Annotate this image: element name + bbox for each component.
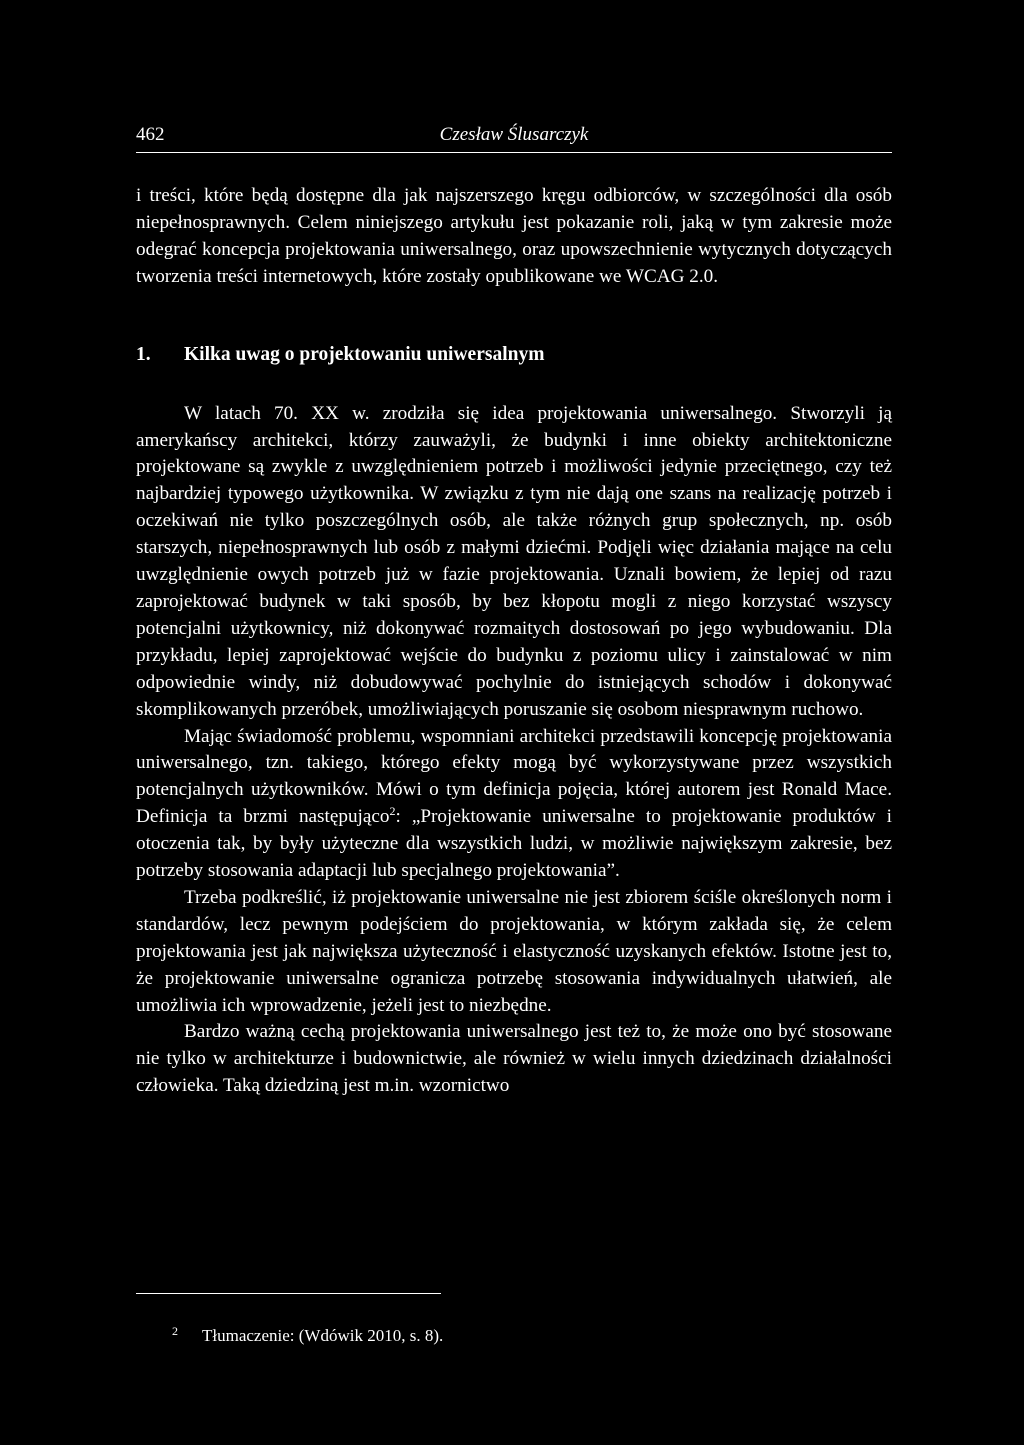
section-title: Kilka uwag o projektowaniu uniwersalnym [184,343,545,365]
document-page [136,0,892,1445]
running-header [136,124,892,153]
paragraph-definition [136,724,892,885]
footnote-reference[interactable]: 2 [389,804,396,819]
page-number: 462 [136,124,165,145]
paragraph-approach: Trzeba podkreślić, iż projektowanie uniwersalne nie jest zbiorem ściśle określonych norm i standardów, lecz pewnym podejściem do projektowania, w którym zakłada się, że celem projektowania jest jak największa użyteczność i elastyczność uzyskanych efektów. Istotne jest to, że projektowanie uniwersalne ogranicza potrzebę stosowania indywidualnych ułatwień, ale umożliwia ich wprowadzenie, jeżeli jest to niezbędne. [136,886,892,1016]
footnote-divider [136,1293,441,1294]
paragraph-applications: Bardzo ważną cechą projektowania uniwersalnego jest też to, że może ono być stosowane nie tylko w architekturze i budownictwie, ale również w wielu innych dziedzinach działalności człowieka. Taką dziedziną jest m.in. wzornictwo [136,1021,892,1097]
section-number: 1. [136,343,151,365]
body-text [136,183,892,1100]
header-author: Czesław Ślusarczyk [439,124,589,145]
footnote [172,1320,443,1347]
footnote-mark: 2 [172,1324,178,1338]
definition-text-start: Mając świadomość problemu, wspomniani architekci przedstawili koncepcję projektowania uniwersalnego, tzn. takiego, którego efekty mogą być wykorzystywane przez wszystkich potencjalnych użytkowników. Mówi o tym definicja pojęcia, której autorem jest Ronald Mace. Definicja ta brzmi następująco [136,725,892,828]
section-heading [136,342,892,368]
intro-paragraph: i treści, które będą dostępne dla jak najszerszego kręgu odbiorców, w szczególności dla osób niepełnosprawnych. Celem niniejszego artykułu jest pokazanie roli, jaką w tym zakresie może odegrać koncepcja projektowania uniwersalnego, oraz upowszechnienie wytycznych dotyczących tworzenia treści internetowych, które zostały opublikowane we WCAG 2.0. [136,185,892,287]
paragraph-history: W latach 70. XX w. zrodziła się idea projektowania uniwersalnego. Stworzyli ją amerykańscy architekci, którzy zauważyli, że budynki i inne obiekty architektoniczne projektowane są zwykle z uwzględnieniem potrzeb i możliwości jedynie przeciętnego, czy też najbardziej typowego użytkownika. W związku z tym nie dają one szans na realizację potrzeb i oczekiwań nie tylko poszczególnych osób, ale także różnych grup społecznych, np. osób starszych, niepełnosprawnych lub osób z małymi dziećmi. Podjęli więc działania mające na celu uwzględnienie owych potrzeb już w fazie projektowania. Uznali bowiem, że lepiej od razu zaprojektować budynek w taki sposób, by bez kłopotu mogli z niego korzystać wszyscy potencjalni użytkownicy, niż dokonywać rozmaitych dostosowań po jego wybudowaniu. Dla przykładu, lepiej zaprojektować wejście do budynku z poziomu ulicy i zainstalować w nim odpowiednie windy, niż dobudowywać pochylnie do istniejących schodów i dokonywać skomplikowanych przeróbek, umożliwiających poruszanie się osobom niesprawnym ruchowo. [136,402,892,720]
footnote-text: Tłumaczenie: (Wdówik 2010, s. 8). [202,1326,444,1345]
definition-text-end: : „Projektowanie uniwersalne to projektowanie produktów i otoczenia tak, by były użyteczne dla wszystkich ludzi, w możliwie największym zakresie, bez potrzeby stosowania adaptacji lub specjalnego projektowania”. [136,806,892,882]
